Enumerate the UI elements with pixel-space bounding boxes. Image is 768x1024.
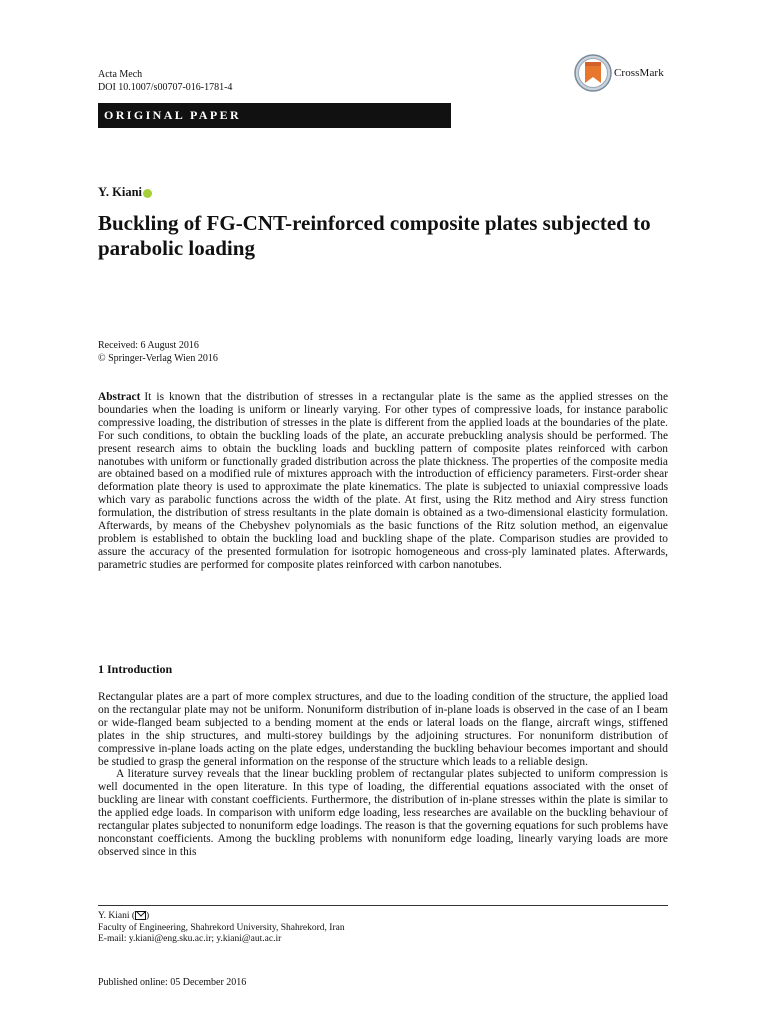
copyright: © Springer-Verlag Wien 2016 <box>98 352 218 364</box>
section-heading-introduction: 1 Introduction <box>98 662 173 676</box>
publication-dates <box>98 340 218 365</box>
footnote-author-line: Y. Kiani ( ) <box>98 911 150 921</box>
journal-info <box>98 68 232 94</box>
crossmark-badge[interactable] <box>574 54 664 92</box>
published-online: Published online: 05 December 2016 <box>98 977 247 988</box>
envelope-icon <box>135 911 146 920</box>
paper-title: Buckling of FG-CNT-reinforced composite plates subjected to parabolic loading <box>98 211 651 260</box>
author-footnote <box>98 911 345 946</box>
abstract <box>98 391 668 572</box>
author-line <box>98 185 152 200</box>
crossmark-label: CrossMark <box>614 67 664 79</box>
orcid-icon[interactable] <box>143 189 152 198</box>
journal-name: Acta Mech <box>98 69 143 80</box>
abstract-label: Abstract <box>98 391 141 403</box>
paragraph: A literature survey reveals that the linear buckling problem of rectangular plates subjected to uniform compression is well documented in the open literature. In this type of loading, the differential equations associated with the onset of buckling are linear with constant coefficients. Furthermore, the distribution of in-plane stresses within the plate is similar to the applied edge loads. In comparison with uniform edge loading, less researches are available on the buckling behaviour of rectangular plates subjected to nonuniform edge loadings. The reason is that the governing equations for such problems have nonconstant coefficients. Among the buckling problems with nonuniform edge loading, linearly varying loads are more observed since in this <box>98 768 668 858</box>
email[interactable]: E-mail: y.kiani@eng.sku.ac.ir; y.kiani@aut.ac.ir <box>98 934 282 945</box>
crossmark-icon <box>574 54 612 92</box>
article-type-banner <box>98 103 451 128</box>
abstract-text: It is known that the distribution of stresses in a rectangular plate is the same as the applied stresses on the boundaries when the loading is uniform or linearly varying. For other types of compressive loads, for instance parabolic compressive loading, the distribution of stresses in the plate is different from the applied loads at the boundaries of the plate. For such conditions, to obtain the buckling loads of the plate, an accurate prebuckling analysis should be performed. The present research aims to obtain the buckling loads and buckling pattern of composite plates reinforced with carbon nanotubes with uniform or functionally graded distribution across the plate thickness. The properties of the composite media are obtained based on a modified rule of mixtures approach with the introduction of efficiency parameters. First-order shear deformation plate theory is used to approximate the plate kinematics. The plate is subjected to uniaxial compressive loads which vary as parabolic functions across the width of the plate. At first, using the Ritz method and Airy stress function formulation, the distribution of stress resultants in the plate domain is obtained as a two-dimensional elasticity formulation. Afterwards, by means of the Chebyshev polynomials as the basic functions of the Ritz solution method, an eigenvalue problem is established to obtain the buckling load and buckling shape of the plate. Comparison studies are provided to assure the accuracy of the presented formulation for isotropic homogeneous and cross-ply laminated plates. Afterwards, parametric studies are performed for composite plates reinforced with carbon nanotubes. <box>98 391 668 571</box>
introduction-body <box>98 691 668 859</box>
paragraph: Rectangular plates are a part of more complex structures, and due to the loading condition of the structure, the applied load on the rectangular plate may not be uniform. Nonuniform distribution of in-plane loads is observed in the case of an I beam or wide-flanged beam subjected to a bending moment at the ends or lateral loads on the flange, aircraft wings, stiffened plates in the ship structures, and multi-storey buildings by the adjoining structures. For nonuniform distribution of compressive in-plane loads acting on the plate edges, understanding the buckling behaviour becomes important and should be studied to grasp the general information on the response of the structure which leads to a reliable design. <box>98 691 668 768</box>
footnote-author: Y. Kiani <box>98 911 130 921</box>
author-name: Y. Kiani <box>98 185 143 199</box>
affiliation: Faculty of Engineering, Shahrekord University, Shahrekord, Iran <box>98 922 345 933</box>
footnote-divider <box>98 905 668 906</box>
received-date: Received: 6 August 2016 <box>98 340 199 351</box>
doi[interactable]: DOI 10.1007/s00707-016-1781-4 <box>98 82 233 93</box>
article-type: ORIGINAL PAPER <box>104 108 242 122</box>
